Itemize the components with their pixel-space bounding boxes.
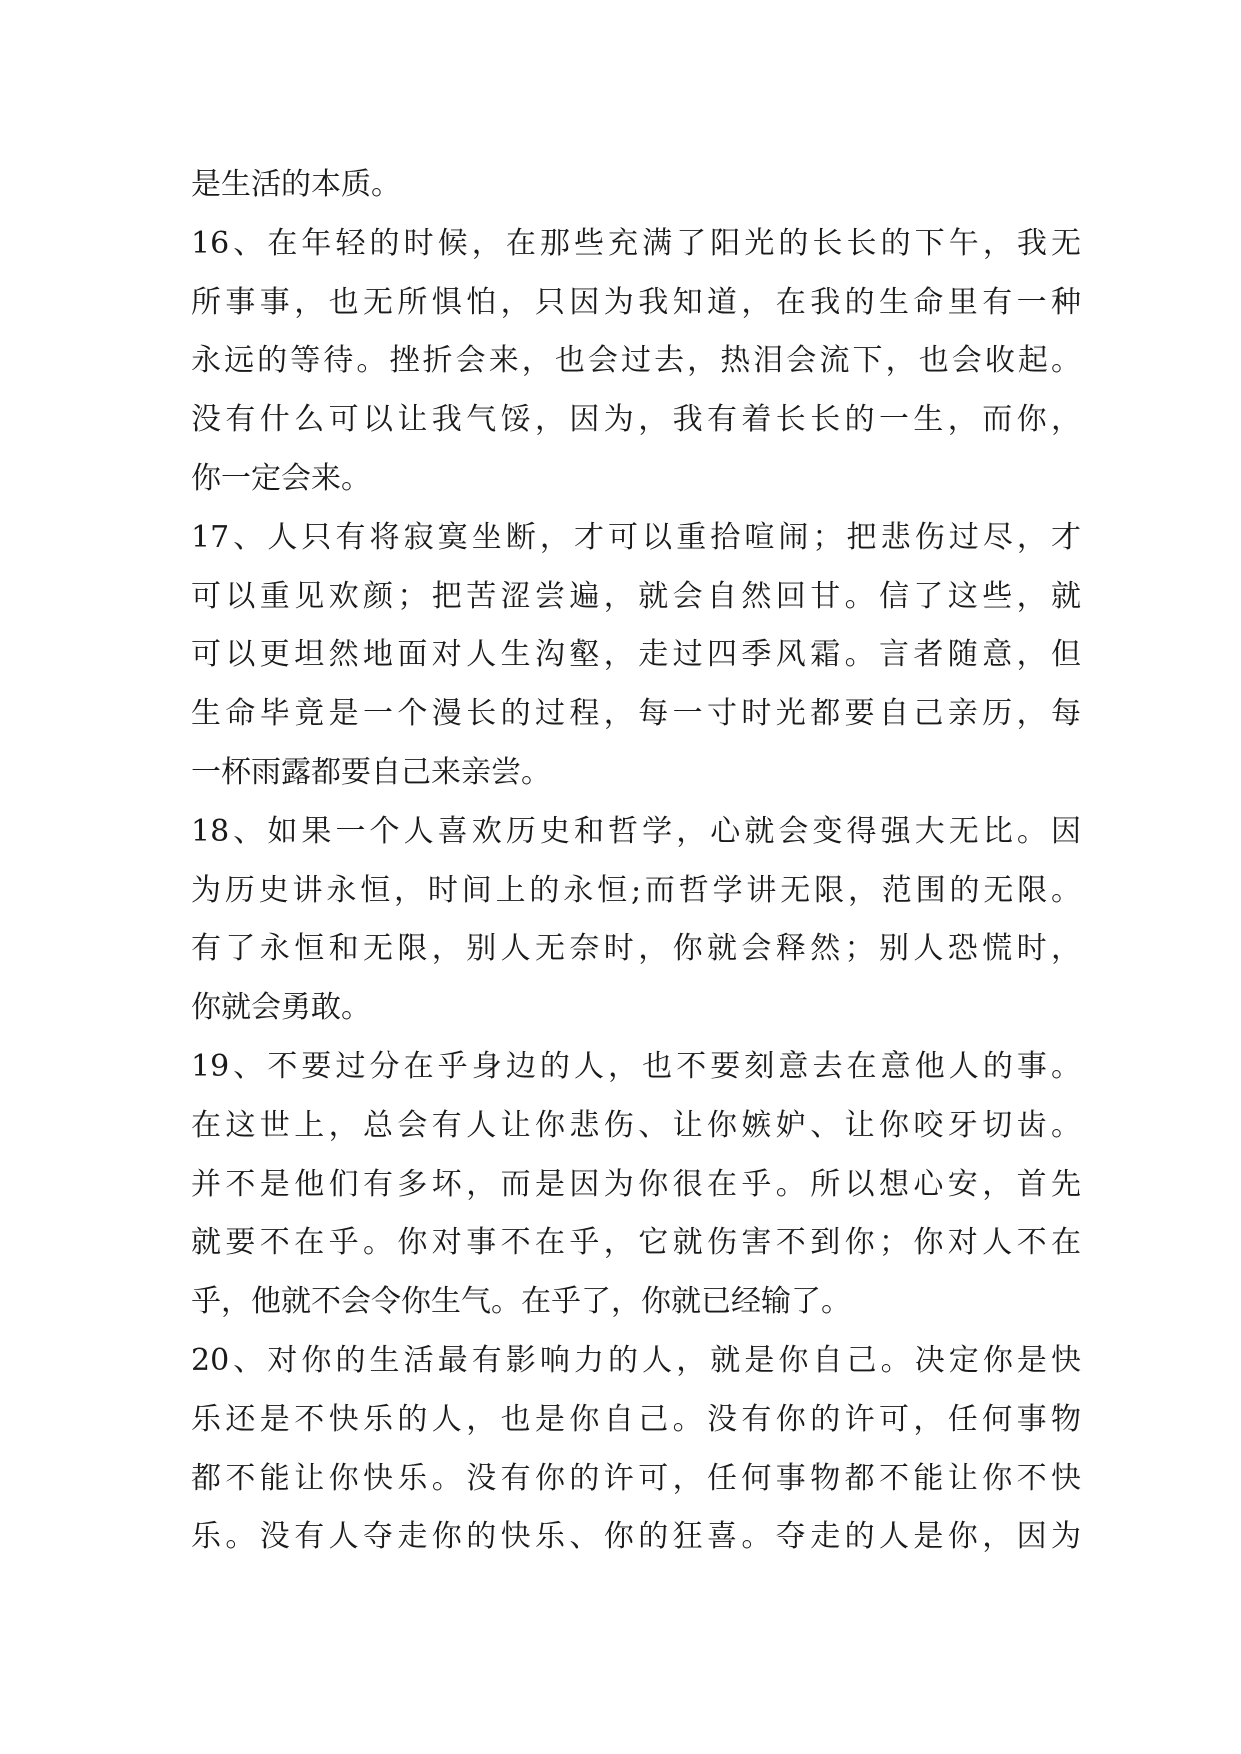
text-line: 17、人只有将寂寞坐断，才可以重拾喧闹；把悲伤过尽，才 [191, 519, 1081, 555]
text-line: 你一定会来。 [191, 460, 371, 496]
text-line: 就要不在乎。你对事不在乎，它就伤害不到你；你对人不在 [191, 1225, 1081, 1261]
text-line: 18、如果一个人喜欢历史和哲学，心就会变得强大无比。因 [191, 813, 1081, 849]
text-line: 生命毕竟是一个漫长的过程，每一寸时光都要自己亲历，每 [191, 696, 1081, 732]
text-line: 所事事，也无所惧怕，只因为我知道，在我的生命里有一种 [191, 284, 1081, 320]
text-line: 都不能让你快乐。没有你的许可，任何事物都不能让你不快 [191, 1460, 1081, 1496]
text-line: 16、在年轻的时候，在那些充满了阳光的长长的下午，我无 [191, 225, 1081, 261]
text-line: 乎，他就不会令你生气。在乎了，你就已经输了。 [191, 1284, 851, 1320]
text-line: 可以重见欢颜；把苦涩尝遍，就会自然回甘。信了这些，就 [191, 578, 1081, 614]
text-line: 一杯雨露都要自己来亲尝。 [191, 754, 551, 790]
text-line: 可以更坦然地面对人生沟壑，走过四季风霜。言者随意，但 [191, 637, 1081, 673]
text-line: 永远的等待。挫折会来，也会过去，热泪会流下，也会收起。 [191, 343, 1081, 379]
text-line: 是生活的本质。 [191, 167, 401, 202]
document-body [191, 156, 1081, 1567]
text-line: 没有什么可以让我气馁，因为，我有着长长的一生，而你， [191, 402, 1081, 438]
text-line: 在这世上，总会有人让你悲伤、让你嫉妒、让你咬牙切齿。 [191, 1107, 1081, 1143]
text-line: 20、对你的生活最有影响力的人，就是你自己。决定你是快 [191, 1342, 1081, 1378]
text-line: 你就会勇敢。 [191, 990, 371, 1026]
text-line: 并不是他们有多坏，而是因为你很在乎。所以想心安，首先 [191, 1166, 1081, 1202]
text-line: 乐还是不快乐的人，也是你自己。没有你的许可，任何事物 [191, 1401, 1081, 1437]
text-line: 19、不要过分在乎身边的人，也不要刻意去在意他人的事。 [191, 1048, 1081, 1084]
text-line: 乐。没有人夺走你的快乐、你的狂喜。夺走的人是你，因为 [191, 1519, 1081, 1555]
text-line: 有了永恒和无限，别人无奈时，你就会释然；别人恐慌时， [191, 931, 1081, 967]
text-line: 为历史讲永恒，时间上的永恒;而哲学讲无限，范围的无限。 [191, 872, 1081, 908]
